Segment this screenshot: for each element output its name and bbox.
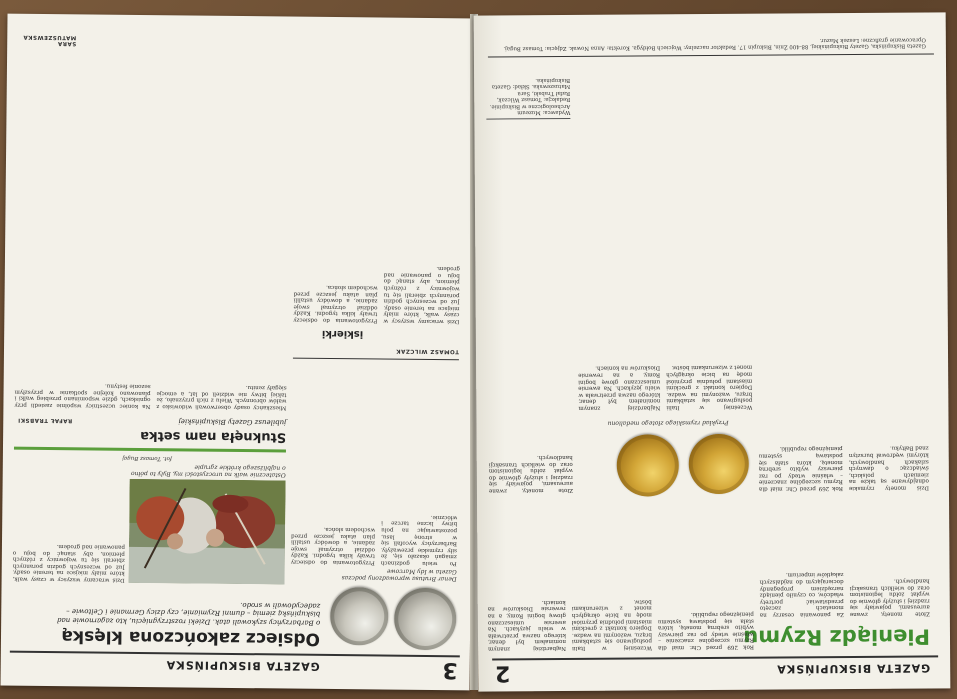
coin-caption-left: Denar Brutusa wprowadzony podczas Gazeta w Idy Marcowe bbox=[341, 567, 457, 583]
photo-caption: Ostatecznie walk na uroczystości my, Byly to półno o najbliższego krótkie zgrupie bbox=[130, 463, 286, 479]
footer-credits: Gazeta Biskupińska, Gazety Biskupińskiej, 88-400 Żnin, Biskupin 17. Redaktor naczelny: Wojciech Bołdyga. Korekta: Anna Nowak. Zdjęcia: Tomasz Bugaj. Opracowanie graficzne: Leszek Mazur. bbox=[503, 36, 926, 52]
iskierki-col-1: Dziś wracamy wszyscy w czasy walk, które miały miejsce na terenie osady. Już od wczesnych godzin porannych zbierali się tu wojownicy z różnych plemion, aby stanąć do boju o panowanie nad grodem. bbox=[383, 265, 460, 325]
coin-caption-right: Przykład rzymskiego złotego medalionu bbox=[607, 418, 729, 427]
left-page bbox=[0, 14, 476, 691]
article-right-col-d: Złote monety, zwane aureusami, pojawiały się rzadziej i służyły głównie do wypłat żołdu legionistom oraz do wielkich transakcji handlowych. bbox=[849, 577, 930, 618]
article-col-4: Na koniec uczestnicy wspólnie zasiedli przy ogniskach, gdzie wspominano przebieg walki i planowano kolejne spotkanie w przyszłym sezonie festynu. bbox=[14, 382, 151, 410]
iskierki-label: iskierki bbox=[321, 327, 364, 340]
article-right-col-1: Dziś monety rzymskie odnajdywane są także na ziemiach polskich, świadcząc o dawnych szlakach handlowych, którymi wędrował bursztyn znad Bałtyku. bbox=[848, 444, 929, 492]
headline-left: Odsiecz zakończona klęską bbox=[61, 626, 321, 649]
article-right-col-2: Rok 269 przed Chr. miał dla Rzymu szczególne znaczenie – właśnie wtedy po raz pierwszy wybito srebrną monetę, która stała się podstawą systemu pieniężnego republiki. bbox=[758, 445, 843, 492]
silver-coin-reverse bbox=[330, 587, 389, 646]
article-col-2: Przygotowania do odsieczy trwały kilka tygodni. Każdy oddział otrzymał swoje zadanie, a dowódcy ustalili plan ataku jeszcze przed wschodem słońca. bbox=[290, 525, 376, 566]
article-right-col-b: Wcześniej w Italii posługiwano się sztabkami brązu, ważonymi na wadze. Dopiero kontakt z greckimi miastami południa przyniósł modę na bicie okrągłych monet z wizerunkami bóstw. bbox=[571, 598, 653, 651]
masthead-rule bbox=[10, 651, 460, 657]
right-page bbox=[474, 12, 951, 691]
article-right-col-c: Najbardziej znanym nominałem był denar, którego nazwa przetrwała w wielu językach. Na awersie umieszczano głowę bogini Romy, a na rewersie Dioskurów na koniach. bbox=[487, 598, 567, 652]
page-number-right: 2 bbox=[494, 660, 511, 686]
article-right-col-a: Rok 269 przed Chr. miał dla Rzymu szczególne znaczenie – właśnie wtedy po raz pierwszy wybito srebrną monetę, która stała się podstawą systemu pieniężnego republiki. bbox=[657, 610, 755, 651]
masthead-rule-right bbox=[492, 656, 938, 661]
gold-coin-left bbox=[689, 434, 749, 494]
signoff: SARA MATUSZEWSKA bbox=[22, 33, 77, 47]
section-green-bar bbox=[14, 447, 286, 453]
box-note: Wydawca: Muzeum Archeologiczne w Biskupinie. Redakcja: Tomasz Wilczak, Rafał Trabski, Sara Matuszewska. Skład: Gazeta Biskupińska. bbox=[486, 55, 570, 120]
battle-photo bbox=[129, 479, 286, 585]
article-right-col-3: Wcześniej w Italii posługiwano się sztabkami brązu, ważonymi na wadze. Dopiero kontakt z greckimi miastami południa przyniósł modę na bicie okrągłych monet z wizerunkami bóstw. bbox=[666, 364, 753, 411]
right-page-content bbox=[474, 12, 951, 691]
gold-coin-right bbox=[617, 434, 679, 496]
article-col-a: Dziś wracamy wszyscy w czasy walk, które miały miejsce na terenie osady. Już od wczesnych godzin porannych zbierali się tu wojownicy z różnych plemion, aby stanąć do boju o panowanie nad grodem. bbox=[12, 543, 125, 583]
byline-top: TOMASZ WILCZAK bbox=[395, 347, 460, 355]
section-subtitle: jubileusz Gazety Biskupińskiej bbox=[178, 417, 287, 427]
iskierki-rule bbox=[293, 358, 459, 361]
article-col-3: Mieszkańcy osady obserwowali widowisko z wałów obronnych. Wielu z nich przyznało, że takiej bitwy nie widzieli od lat, a emocje sięgały zenitu. bbox=[156, 384, 287, 411]
section-headline: Stuknęła nam setka bbox=[140, 427, 287, 445]
left-page-content bbox=[0, 14, 476, 691]
section-author: RAFAŁ TRABSKI bbox=[17, 416, 73, 424]
iskierki-col-2: Przygotowania do odsieczy trwały kilka tygodni. Każdy oddział otrzymał swoje zadanie, a dowódcy ustalili plan ataku jeszcze przed wschodem słońca. bbox=[293, 283, 378, 324]
article-right-col-e: Za panowania cesarzy na monetach zaczęto przedstawiać portrety władców, co czyniło pieniądz narzędziem propagandy docierającym do najdalszych zakątków imperium. bbox=[759, 571, 844, 618]
article-right-col-4: Najbardziej znanym nominałem był denar, którego nazwa przetrwała w wielu językach. Na awersie umieszczano głowę bogini Romy, a na rewersie Dioskurów na koniach. bbox=[578, 364, 661, 411]
footer-rule bbox=[488, 53, 934, 57]
headline-right: Pieniądz Rzymu bbox=[743, 624, 931, 650]
masthead-right: GAZETA BISKUPIŃSKA bbox=[776, 661, 931, 676]
headline-left-subtitle: o Barbarzyńcy szykowali atak. Dzieki rozstrzygnięciu, kto zagarnowie nad biskupińską ziemią – dumni Rzymianie, czy dzicy Germanie i Celtowie – zadecydowali w srodo. bbox=[57, 601, 321, 627]
photo-credit: fot. Tomasz Bugaj bbox=[122, 454, 172, 462]
silver-coin-obverse bbox=[394, 588, 457, 651]
article-right-col-5: Złote monety, zwane aureusami, pojawiały się rzadziej i służyły głównie do wypłat żołdu legionistom oraz do wielkich transakcji handlowych. bbox=[488, 454, 573, 494]
article-col-1: Po wielu godzinach zmagań okazało się, że siły rzymskie przeważyły. Barbarzyńcy wycofali się w stronę lasu, pozostawiając na polu bitwy liczne tarcze i włócznie. bbox=[380, 513, 458, 567]
page-number-left: 3 bbox=[442, 657, 458, 683]
masthead-left: GAZETA BISKUPIŃSKA bbox=[165, 658, 320, 673]
